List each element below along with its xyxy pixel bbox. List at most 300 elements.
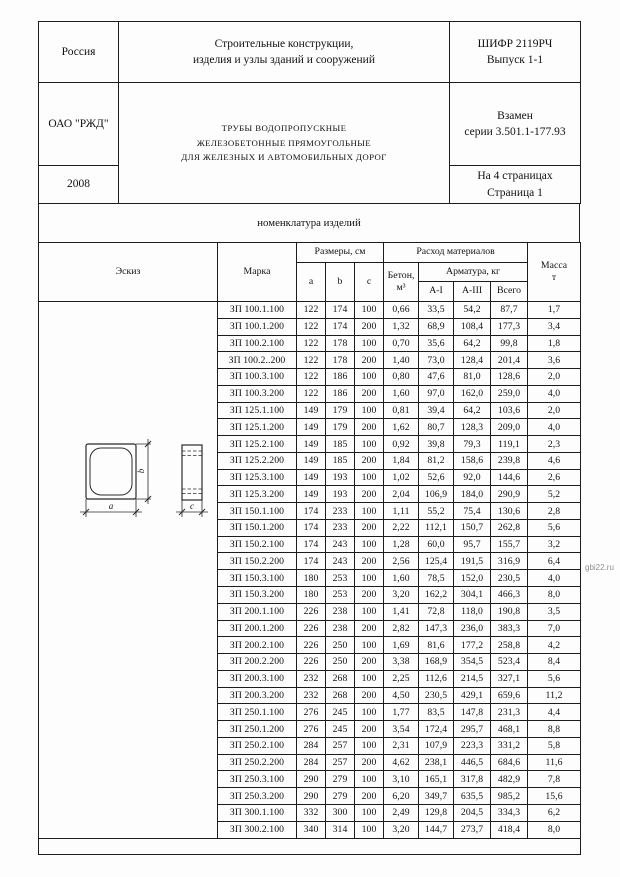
replaces-cell [450,83,581,166]
value-cell: 200 [355,318,384,335]
dim-b-header: b [326,263,355,302]
value-cell: 184,0 [454,486,491,503]
value-cell: 257 [326,754,355,771]
value-cell: 259,0 [491,385,528,402]
mark-cell: ЗП 100.3.200 [218,385,297,402]
mark-cell: ЗП 100.1.100 [218,302,297,319]
replaces-line1: Взамен [497,109,533,122]
value-cell: 122 [297,385,326,402]
rebar-ai-header: А-I [419,282,454,302]
value-cell: 0,66 [384,302,419,319]
value-cell: 47,6 [419,369,454,386]
rebar-total-header: Всего [491,282,528,302]
value-cell: 122 [297,335,326,352]
nomenclature-table [38,242,581,855]
value-cell: 158,6 [454,452,491,469]
value-cell: 200 [355,754,384,771]
cipher-cell [450,22,581,83]
value-cell: 3,54 [384,721,419,738]
value-cell: 317,8 [454,771,491,788]
header-row [39,22,581,83]
value-cell: 2,31 [384,737,419,754]
value-cell: 100 [355,771,384,788]
value-cell: 383,3 [491,620,528,637]
value-cell: 0,70 [384,335,419,352]
value-cell: 8,0 [528,587,581,604]
value-cell: 149 [297,469,326,486]
value-cell: 177,2 [454,637,491,654]
mark-cell: ЗП 200.3.100 [218,670,297,687]
mark-cell: ЗП 200.2.200 [218,654,297,671]
watermark: gbi22.ru [585,563,614,572]
mark-cell: ЗП 125.2.200 [218,452,297,469]
value-cell: 149 [297,452,326,469]
value-cell: 1,8 [528,335,581,352]
value-cell: 1,28 [384,536,419,553]
value-cell: 635,5 [454,788,491,805]
pipe-sketch [39,438,218,528]
value-cell: 99,8 [491,335,528,352]
value-cell: 284 [297,754,326,771]
value-cell: 155,7 [491,536,528,553]
spacer-cell [39,838,581,855]
mark-cell: ЗП 200.2.100 [218,637,297,654]
value-cell: 1,02 [384,469,419,486]
value-cell: 2,6 [528,469,581,486]
value-cell: 204,5 [454,804,491,821]
spacer-row [39,838,581,855]
mark-cell: ЗП 125.1.100 [218,402,297,419]
value-cell: 200 [355,687,384,704]
value-cell: 87,7 [491,302,528,319]
materials-header: Расход материалов [384,243,528,263]
value-cell: 3,38 [384,654,419,671]
value-cell: 4,0 [528,385,581,402]
value-cell: 178 [326,335,355,352]
value-cell: 100 [355,804,384,821]
mark-cell: ЗП 100.1.200 [218,318,297,335]
value-cell: 258,8 [491,637,528,654]
value-cell: 174 [326,302,355,319]
value-cell: 200 [355,553,384,570]
value-cell: 418,4 [491,821,528,838]
value-cell: 106,9 [419,486,454,503]
value-cell: 147,8 [454,704,491,721]
cipher-line1: ШИФР 2119РЧ [477,37,553,50]
value-cell: 35,6 [419,335,454,352]
doc-title-cell [119,83,450,204]
dim-a-header: a [297,263,326,302]
value-cell: 243 [326,553,355,570]
value-cell: 354,5 [454,654,491,671]
value-cell: 232 [297,687,326,704]
value-cell: 314 [326,821,355,838]
table-row [39,302,581,319]
dim-c-header: c [355,263,384,302]
value-cell: 226 [297,620,326,637]
value-cell: 231,3 [491,704,528,721]
year-cell: 2008 [39,166,119,204]
mark-cell: ЗП 100.2..200 [218,352,297,369]
value-cell: 185 [326,436,355,453]
doc-title-line2: ЖЕЛЕЗОБЕТОННЫЕ ПРЯМОУГОЛЬНЫЕ [196,137,372,148]
value-cell: 149 [297,419,326,436]
value-cell: 226 [297,637,326,654]
value-cell: 119,1 [491,436,528,453]
value-cell: 165,1 [419,771,454,788]
value-cell: 334,3 [491,804,528,821]
pages-line1: На 4 страницах [477,170,553,183]
value-cell: 100 [355,369,384,386]
value-cell: 276 [297,704,326,721]
mark-cell: ЗП 125.3.200 [218,486,297,503]
value-cell: 232 [297,670,326,687]
concrete-header-line2: м³ [396,282,406,293]
replaces-line2: серии 3.501.1-177.93 [464,126,566,138]
value-cell: 39,8 [419,436,454,453]
value-cell: 245 [326,704,355,721]
value-cell: 81,6 [419,637,454,654]
value-cell: 179 [326,419,355,436]
value-cell: 214,5 [454,670,491,687]
value-cell: 236,0 [454,620,491,637]
value-cell: 4,0 [528,419,581,436]
value-cell: 118,0 [454,603,491,620]
value-cell: 684,6 [491,754,528,771]
value-cell: 230,5 [491,570,528,587]
value-cell: 446,5 [454,754,491,771]
value-cell: 112,1 [419,519,454,536]
value-cell: 122 [297,369,326,386]
value-cell: 100 [355,335,384,352]
value-cell: 128,6 [491,369,528,386]
value-cell: 112,6 [419,670,454,687]
mark-cell: ЗП 250.1.100 [218,704,297,721]
value-cell: 83,5 [419,704,454,721]
mark-cell: ЗП 150.1.100 [218,503,297,520]
value-cell: 1,69 [384,637,419,654]
category-line2: изделия и узлы зданий и сооружений [193,54,375,66]
value-cell: 4,50 [384,687,419,704]
value-cell: 6,2 [528,804,581,821]
value-cell: 4,6 [528,452,581,469]
value-cell: 290 [297,771,326,788]
value-cell: 8,8 [528,721,581,738]
value-cell: 2,8 [528,503,581,520]
mark-cell: ЗП 125.3.100 [218,469,297,486]
value-cell: 100 [355,302,384,319]
country-cell: Россия [39,22,119,83]
mass-header-line1: Масса [540,259,568,271]
value-cell: 128,3 [454,419,491,436]
value-cell: 273,7 [454,821,491,838]
value-cell: 3,4 [528,318,581,335]
value-cell: 103,6 [491,402,528,419]
table-header-row [39,243,581,263]
value-cell: 174 [297,553,326,570]
mark-cell: ЗП 250.1.200 [218,721,297,738]
value-cell: 985,2 [491,788,528,805]
cipher-line2: Выпуск 1-1 [486,54,544,66]
value-cell: 200 [355,620,384,637]
value-cell: 200 [355,788,384,805]
value-cell: 295,7 [454,721,491,738]
value-cell: 100 [355,737,384,754]
value-cell: 129,8 [419,804,454,821]
value-cell: 276 [297,721,326,738]
value-cell: 253 [326,570,355,587]
value-cell: 209,0 [491,419,528,436]
category-cell [119,22,450,83]
value-cell: 482,9 [491,771,528,788]
value-cell: 253 [326,587,355,604]
value-cell: 239,8 [491,452,528,469]
value-cell: 68,9 [419,318,454,335]
value-cell: 100 [355,603,384,620]
mark-cell: ЗП 150.2.100 [218,536,297,553]
value-cell: 1,32 [384,318,419,335]
value-cell: 144,7 [419,821,454,838]
mark-cell: ЗП 250.2.200 [218,754,297,771]
value-cell: 147,3 [419,620,454,637]
value-cell: 55,2 [419,503,454,520]
value-cell: 1,40 [384,352,419,369]
value-cell: 200 [355,587,384,604]
concrete-header [384,263,419,302]
mark-cell: ЗП 250.2.100 [218,737,297,754]
value-cell: 2,04 [384,486,419,503]
value-cell: 3,20 [384,587,419,604]
category-line1: Строительные конструкции, [214,37,354,50]
value-cell: 4,62 [384,754,419,771]
value-cell: 54,2 [454,302,491,319]
sketch-header: Эскиз [39,243,218,302]
value-cell: 174 [297,519,326,536]
value-cell: 659,6 [491,687,528,704]
value-cell: 179 [326,402,355,419]
value-cell: 284 [297,737,326,754]
value-cell: 6,4 [528,553,581,570]
value-cell: 162,2 [419,587,454,604]
value-cell: 33,5 [419,302,454,319]
value-cell: 238 [326,620,355,637]
sheet [38,21,580,855]
value-cell: 3,5 [528,603,581,620]
mark-header: Марка [218,243,297,302]
value-cell: 279 [326,788,355,805]
value-cell: 468,1 [491,721,528,738]
value-cell: 1,60 [384,385,419,402]
header-table [38,21,581,204]
value-cell: 1,60 [384,570,419,587]
value-cell: 466,3 [491,587,528,604]
sketch-label-a: a [108,501,114,511]
pages-cell [450,166,581,204]
value-cell: 185 [326,452,355,469]
value-cell: 327,1 [491,670,528,687]
sketch-label-c: c [190,501,194,511]
mark-cell: ЗП 150.1.200 [218,519,297,536]
value-cell: 122 [297,318,326,335]
value-cell: 223,3 [454,737,491,754]
value-cell: 180 [297,587,326,604]
value-cell: 200 [355,352,384,369]
organization-cell: ОАО "РЖД" [39,83,119,166]
value-cell: 3,20 [384,821,419,838]
value-cell: 3,6 [528,352,581,369]
dimensions-header: Размеры, см [297,243,384,263]
value-cell: 238,1 [419,754,454,771]
mark-cell: ЗП 100.3.100 [218,369,297,386]
mark-cell: ЗП 300.1.100 [218,804,297,821]
value-cell: 95,7 [454,536,491,553]
value-cell: 2,3 [528,436,581,453]
value-cell: 144,6 [491,469,528,486]
doc-title-line3: ДЛЯ ЖЕЛЕЗНЫХ И АВТОМОБИЛЬНЫХ ДОРОГ [181,152,387,163]
value-cell: 172,4 [419,721,454,738]
rebar-aiii-header: А-III [454,282,491,302]
value-cell: 2,56 [384,553,419,570]
mark-cell: ЗП 150.3.100 [218,570,297,587]
value-cell: 1,84 [384,452,419,469]
value-cell: 257 [326,737,355,754]
value-cell: 0,81 [384,402,419,419]
value-cell: 100 [355,402,384,419]
value-cell: 1,41 [384,603,419,620]
value-cell: 162,0 [454,385,491,402]
value-cell: 200 [355,419,384,436]
value-cell: 81,0 [454,369,491,386]
value-cell: 7,0 [528,620,581,637]
value-cell: 245 [326,721,355,738]
doc-title-line1: ТРУБЫ ВОДОПРОПУСКНЫЕ [221,123,347,134]
value-cell: 200 [355,452,384,469]
value-cell: 1,62 [384,419,419,436]
value-cell: 250 [326,637,355,654]
value-cell: 7,8 [528,771,581,788]
value-cell: 193 [326,469,355,486]
value-cell: 332 [297,804,326,821]
mark-cell: ЗП 125.1.200 [218,419,297,436]
value-cell: 8,4 [528,654,581,671]
value-cell: 11,6 [528,754,581,771]
value-cell: 5,8 [528,737,581,754]
value-cell: 250 [326,654,355,671]
value-cell: 150,7 [454,519,491,536]
value-cell: 4,2 [528,637,581,654]
pages-line2: Страница 1 [487,186,543,199]
value-cell: 200 [355,519,384,536]
value-cell: 5,2 [528,486,581,503]
value-cell: 1,11 [384,503,419,520]
value-cell: 108,4 [454,318,491,335]
value-cell: 100 [355,570,384,587]
value-cell: 262,8 [491,519,528,536]
mark-cell: ЗП 200.3.200 [218,687,297,704]
value-cell: 174 [326,318,355,335]
value-cell: 100 [355,436,384,453]
value-cell: 39,4 [419,402,454,419]
value-cell: 233 [326,519,355,536]
rebar-header: Арматура, кг [419,263,528,282]
value-cell: 178 [326,352,355,369]
value-cell: 100 [355,469,384,486]
value-cell: 73,0 [419,352,454,369]
mark-cell: ЗП 200.1.100 [218,603,297,620]
sketch-cell [39,302,218,839]
value-cell: 92,0 [454,469,491,486]
value-cell: 193 [326,486,355,503]
value-cell: 1,77 [384,704,419,721]
value-cell: 149 [297,402,326,419]
value-cell: 100 [355,821,384,838]
value-cell: 8,0 [528,821,581,838]
value-cell: 78,5 [419,570,454,587]
value-cell: 279 [326,771,355,788]
value-cell: 100 [355,503,384,520]
value-cell: 174 [297,536,326,553]
table-body [39,302,581,855]
value-cell: 2,25 [384,670,419,687]
value-cell: 75,4 [454,503,491,520]
value-cell: 3,2 [528,536,581,553]
value-cell: 243 [326,536,355,553]
value-cell: 152,0 [454,570,491,587]
value-cell: 64,2 [454,335,491,352]
section-title: номенклатура изделий [38,203,580,243]
value-cell: 200 [355,486,384,503]
value-cell: 191,5 [454,553,491,570]
mark-cell: ЗП 250.3.200 [218,788,297,805]
value-cell: 186 [326,385,355,402]
header-row [39,83,581,166]
value-cell: 52,6 [419,469,454,486]
value-cell: 100 [355,536,384,553]
value-cell: 130,6 [491,503,528,520]
value-cell: 200 [355,721,384,738]
value-cell: 290,9 [491,486,528,503]
value-cell: 15,6 [528,788,581,805]
value-cell: 0,92 [384,436,419,453]
value-cell: 168,9 [419,654,454,671]
value-cell: 226 [297,654,326,671]
sketch-label-b: b [136,468,146,474]
value-cell: 11,2 [528,687,581,704]
value-cell: 230,5 [419,687,454,704]
value-cell: 1,7 [528,302,581,319]
value-cell: 2,49 [384,804,419,821]
mark-cell: ЗП 150.3.200 [218,587,297,604]
value-cell: 5,6 [528,670,581,687]
value-cell: 100 [355,670,384,687]
value-cell: 2,0 [528,369,581,386]
value-cell: 2,0 [528,402,581,419]
value-cell: 340 [297,821,326,838]
value-cell: 107,9 [419,737,454,754]
value-cell: 122 [297,302,326,319]
value-cell: 186 [326,369,355,386]
concrete-header-line1: Бетон, [387,269,415,281]
value-cell: 149 [297,436,326,453]
value-cell: 316,9 [491,553,528,570]
value-cell: 4,0 [528,570,581,587]
value-cell: 268 [326,670,355,687]
value-cell: 100 [355,704,384,721]
value-cell: 180 [297,570,326,587]
value-cell: 64,2 [454,402,491,419]
value-cell: 97,0 [419,385,454,402]
mark-cell: ЗП 125.2.100 [218,436,297,453]
